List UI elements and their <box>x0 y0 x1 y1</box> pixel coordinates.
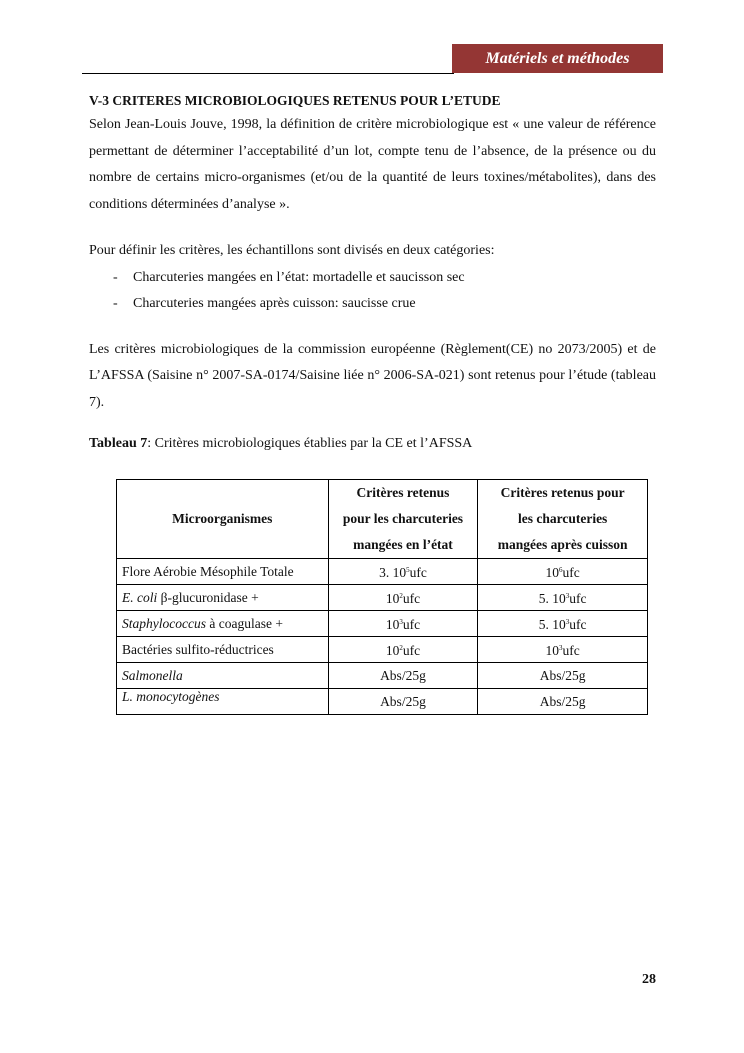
criterion-etat: $10^2ufc$ <box>328 585 478 611</box>
criterion-etat: 3. $10^5ufc$ <box>328 559 478 585</box>
table-row <box>117 637 648 663</box>
table-caption: Tableau 7: Critères microbiologiques établies par la CE et l’AFSSA <box>89 436 473 451</box>
paragraph-definition: Selon Jean-Louis Jouve, 1998, la définition de critère microbiologique est « une valeur de référence permettant de déterminer l’acceptabilité d’un lot, compte tenu de l’absence, de la présence ou du nombre de certains micro-organismes (et/ou de la quantité de leurs toxines/métabolites), dans des conditions déterminées d’analyse ». <box>89 117 656 212</box>
criterion-cuisson: Abs/25g <box>478 663 648 689</box>
microorganism-name: L. monocytogènes <box>117 689 329 715</box>
table-row <box>117 663 648 689</box>
header-etat: Critères retenus pour les charcuteries mangées en l’état <box>328 480 478 559</box>
paragraph-categories: Pour définir les critères, les échantillons sont divisés en deux catégories: <box>89 243 495 258</box>
table-row <box>117 585 648 611</box>
criterion-etat: $10^2ufc$ <box>328 637 478 663</box>
criterion-cuisson: $10^3ufc$ <box>478 637 648 663</box>
table-header-row <box>117 480 648 559</box>
table-row <box>117 559 648 585</box>
page-number: 28 <box>642 972 656 987</box>
criterion-cuisson: 5. $10^3ufc$ <box>478 611 648 637</box>
criterion-cuisson: $10^6ufc$ <box>478 559 648 585</box>
microorganism-name: Staphylococcus à coagulase + <box>117 611 329 637</box>
section-title-banner: Matériels et méthodes <box>452 44 663 73</box>
table-row <box>117 689 648 715</box>
section-heading: V-3 CRITERES MICROBIOLOGIQUES RETENUS POUR L’ETUDE <box>89 93 501 108</box>
microorganism-name: Salmonella <box>117 663 329 689</box>
criterion-etat: $10^3ufc$ <box>328 611 478 637</box>
header-cuisson: Critères retenus pour les charcuteries mangées après cuisson <box>478 480 648 559</box>
paragraph-regulations: Les critères microbiologiques de la commission européenne (Règlement(CE) no 2073/2005) et de L’AFSSA (Saisine n° 2007-SA-0174/Saisine liée n° 2006-SA-021) sont retenus pour l’étude (tableau 7). <box>89 341 656 410</box>
microorganism-name: Bactéries sulfito-réductrices <box>117 637 329 663</box>
page-body <box>89 90 656 455</box>
microorganism-name: E. coli β-glucuronidase + <box>117 585 329 611</box>
criterion-etat: Abs/25g <box>328 663 478 689</box>
list-item: - Charcuteries mangées en l’état: mortadelle et saucisson sec <box>113 269 465 285</box>
microorganism-name: Flore Aérobie Mésophile Totale <box>117 559 329 585</box>
criterion-cuisson: Abs/25g <box>478 689 648 715</box>
table-row <box>117 611 648 637</box>
criterion-etat: Abs/25g <box>328 689 478 715</box>
header-microorganismes: Microorganismes <box>117 480 329 559</box>
criterion-cuisson: 5. $10^3ufc$ <box>478 585 648 611</box>
criteria-table <box>116 479 648 715</box>
list-item: - Charcuteries mangées après cuisson: saucisse crue <box>113 295 416 311</box>
header-rule <box>82 73 454 74</box>
category-list <box>89 265 656 317</box>
